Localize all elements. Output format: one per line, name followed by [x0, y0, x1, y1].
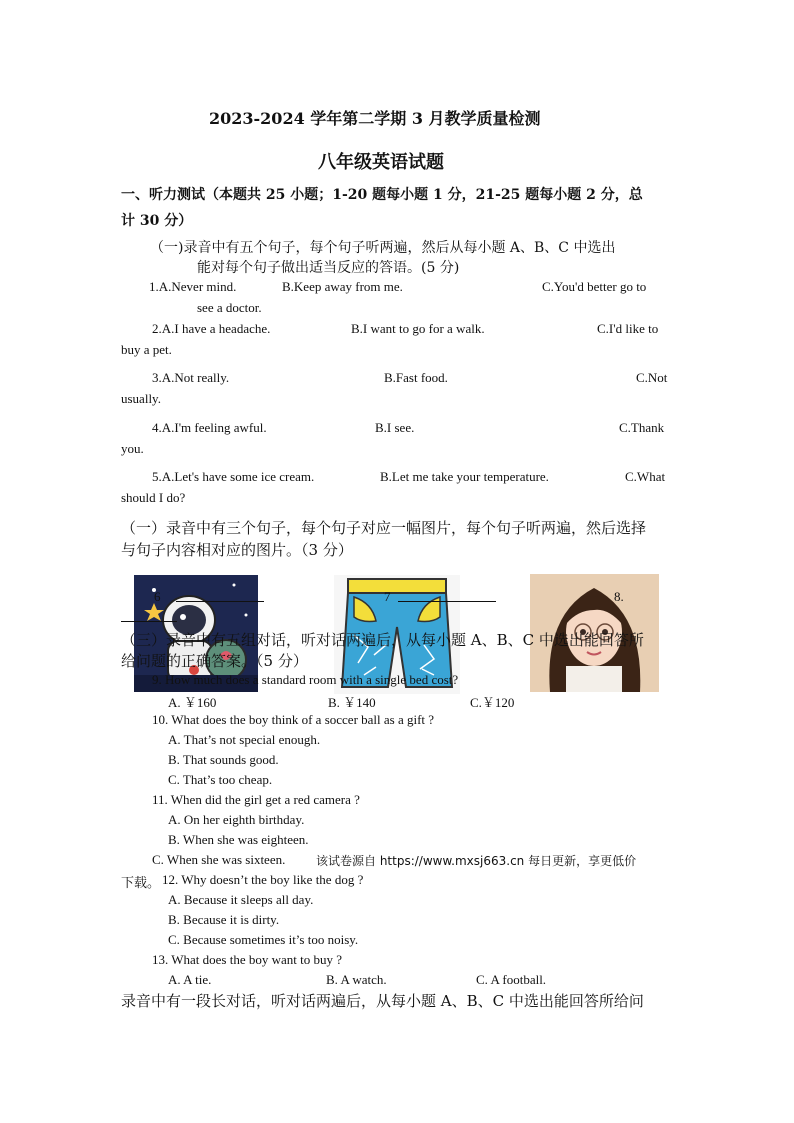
q4-option-c: C.Thank [619, 420, 665, 435]
q10-option-c: C. That’s too cheap. [168, 772, 273, 787]
exam-subtitle: 八年级英语试题 [318, 152, 444, 173]
watermark-text: 该试卷源自 https://www.mxsj663.cn 每日更新，享更低价 [316, 854, 637, 868]
exam-title: 2023-2024 学年第二学期 3 月教学质量检测 [209, 109, 541, 128]
q2-option-b: B.I want to go for a walk. [351, 321, 485, 336]
q3-option-c: C.Not [636, 370, 668, 385]
q2-option-c: C.I'd like to [597, 321, 659, 336]
q10-option-a: A. That’s not special enough. [168, 732, 321, 747]
part-c-intro-cont: 给问题的正确答案。（5 分） [121, 652, 308, 670]
part-a-intro: （一)录音中有五个句子，每个句子听两遍，然后从每小题 A、B、C 中选出 [150, 240, 616, 256]
watermark-text-cont: 下载。 [121, 876, 161, 891]
q1-option-c: C.You'd better go to [542, 279, 647, 294]
answer-blank-7[interactable] [398, 601, 496, 602]
q13-question: 13. What does the boy want to buy ? [152, 952, 343, 967]
q11-option-a: A. On her eighth birthday. [168, 812, 305, 827]
picture-label-8: 8. [614, 589, 624, 604]
q11-option-b: B. When she was eighteen. [168, 832, 309, 847]
part-b-intro-cont: 与句子内容相对应的图片。（3 分） [121, 541, 353, 559]
q9-option-c: C.￥120 [470, 695, 515, 710]
q4-option-a: 4.A.I'm feeling awful. [152, 420, 267, 435]
q5-option-c: C.What [625, 469, 666, 484]
q12-option-a: A. Because it sleeps all day. [168, 892, 314, 907]
q9-option-a: A. ￥160 [168, 695, 217, 710]
q3-option-c-cont: usually. [121, 391, 161, 406]
q1-option-c-cont: see a doctor. [197, 300, 262, 315]
q9-question: 9. How much does a standard room with a single bed cost? [152, 672, 459, 687]
q11-option-c: C. When she was sixteen. [152, 852, 286, 867]
q3-option-a: 3.A.Not really. [152, 370, 230, 385]
section-heading-cont: 计 30 分） [121, 213, 193, 229]
q1-option-a: 1.A.Never mind. [149, 279, 237, 294]
section-heading: 一、听力测试（本题共 25 小题；1-20 题每小题 1 分，21-25 题每小题 2 分，总 [121, 187, 643, 203]
q12-option-b: B. Because it is dirty. [168, 912, 280, 927]
q5-option-a: 5.A.Let's have some ice cream. [152, 469, 315, 484]
q11-question: 11. When did the girl get a red camera ? [152, 792, 360, 807]
part-a-intro-cont: 能对每个句子做出适当反应的答语。(5 分) [197, 260, 460, 276]
q1-option-b: B.Keep away from me. [282, 279, 403, 294]
q4-option-c-cont: you. [121, 441, 144, 456]
q12-option-c: C. Because sometimes it’s too noisy. [168, 932, 359, 947]
q10-option-b: B. That sounds good. [168, 752, 279, 767]
q5-option-b: B.Let me take your temperature. [380, 469, 549, 484]
q9-option-b: B. ￥140 [328, 695, 376, 710]
q4-option-b: B.I see. [375, 420, 415, 435]
q13-option-c: C. A football. [476, 972, 547, 987]
picture-label-7: 7 [384, 589, 391, 604]
q5-option-c-cont: should I do? [121, 490, 186, 505]
answer-blank-8[interactable] [121, 621, 177, 622]
q13-option-a: A. A tie. [168, 972, 212, 987]
part-b-intro: （一）录音中有三个句子，每个句子对应一幅图片，每个句子听两遍，然后选择 [121, 519, 647, 537]
q2-option-a: 2.A.I have a headache. [152, 321, 271, 336]
q2-option-c-cont: buy a pet. [121, 342, 172, 357]
q13-option-b: B. A watch. [326, 972, 387, 987]
q3-option-b: B.Fast food. [384, 370, 448, 385]
picture-label-6: 6 [154, 589, 161, 604]
q12-question: 12. Why doesn’t the boy like the dog ? [162, 872, 364, 887]
part-d-intro: 录音中有一段长对话，听对话两遍后，从每小题 A、B、C 中选出能回答所给问 [121, 992, 644, 1010]
part-c-intro: （三）录音中有五组对话，听对话两遍后，从每小题 A、B、C 中选出能回答所 [121, 631, 644, 649]
answer-blank-6[interactable] [176, 601, 264, 602]
q10-question: 10. What does the boy think of a soccer ball as a gift ? [152, 712, 435, 727]
